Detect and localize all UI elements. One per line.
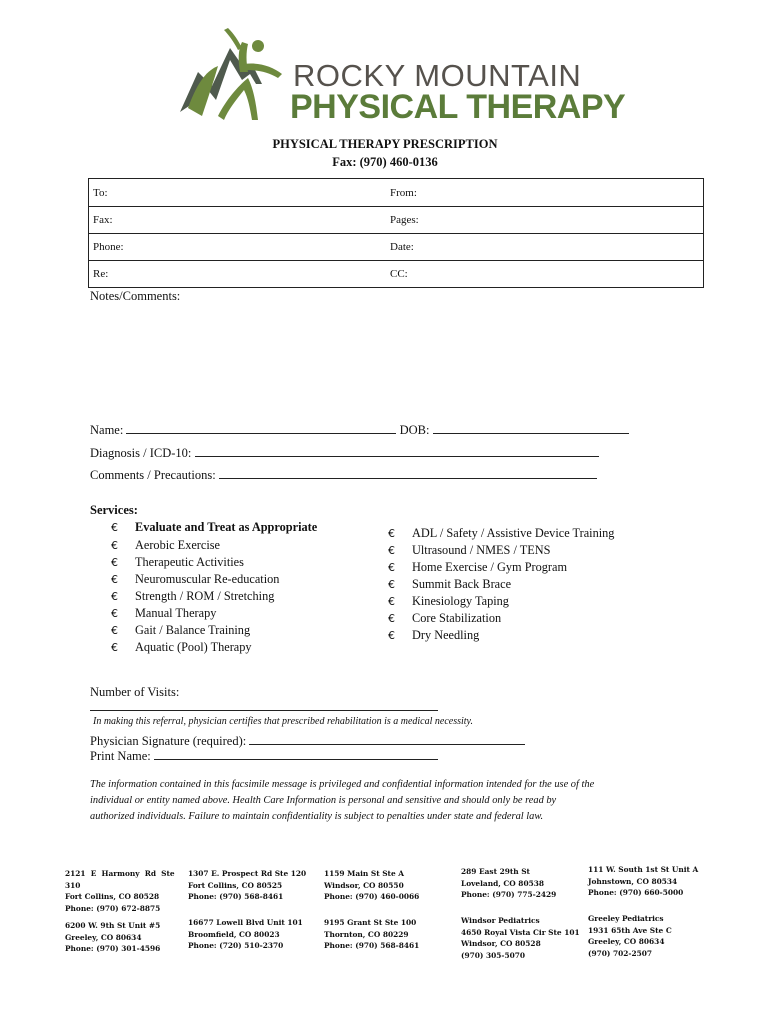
service-label: Gait / Balance Training (135, 623, 251, 637)
location-line: Johnstown, CO 80534 (588, 876, 678, 886)
service-item[interactable] (388, 560, 567, 575)
re-label: Re: (93, 268, 109, 280)
logo-mountain-figure-icon (178, 20, 298, 128)
location-block (65, 920, 160, 955)
service-label: Aerobic Exercise (135, 538, 221, 552)
location-line: 6200 W. 9th St Unit #5 (65, 921, 161, 930)
location-line: (970) 305-5070 (461, 950, 526, 960)
location-block (588, 864, 698, 899)
phone-label: Phone: (93, 241, 124, 253)
location-block (461, 915, 580, 961)
checkbox-icon[interactable]: € (111, 590, 118, 603)
location-line: Greeley, CO 80634 (65, 932, 142, 942)
location-line: Phone: (970) 460-0066 (324, 892, 420, 901)
location-line: 310 (65, 880, 81, 890)
checkbox-icon[interactable]: € (388, 629, 395, 642)
checkbox-icon[interactable]: € (111, 573, 118, 586)
checkbox-icon[interactable]: € (388, 527, 395, 540)
checkbox-icon[interactable]: € (111, 539, 118, 552)
service-item[interactable] (388, 526, 614, 541)
print-name-field[interactable] (154, 747, 438, 760)
visits-label: Number of Visits: (90, 685, 180, 699)
service-label: Aquatic (Pool) Therapy (135, 640, 252, 654)
from-label: From: (390, 187, 417, 199)
checkbox-icon[interactable]: € (388, 561, 395, 574)
service-item[interactable] (111, 589, 274, 604)
location-line: 4650 Royal Vista Cir Ste 101 (461, 927, 580, 937)
confidentiality-line: individual or entity named above. Health Care Information is personal and sensitive and should only be read by (90, 795, 557, 806)
dob-field[interactable] (433, 421, 629, 434)
service-label: Summit Back Brace (412, 577, 512, 591)
logo-text-line2: PHYSICAL THERAPY (290, 88, 626, 126)
location-line: Thornton, CO 80229 (324, 929, 409, 939)
name-label: Name: (90, 423, 124, 437)
dob-label: DOB: (399, 423, 430, 437)
service-item[interactable] (111, 623, 250, 638)
checkbox-icon[interactable]: € (388, 612, 395, 625)
comments-label: Comments / Precautions: (90, 468, 216, 482)
location-line: Broomfield, CO 80023 (188, 929, 280, 939)
location-line: Phone: (970) 568-8461 (188, 892, 284, 901)
checkbox-icon[interactable]: € (388, 578, 395, 591)
service-item[interactable] (388, 594, 509, 609)
services-heading: Services: (90, 503, 138, 517)
visits-field[interactable] (90, 698, 438, 711)
service-item[interactable] (388, 628, 479, 643)
checkbox-icon[interactable]: € (111, 624, 118, 637)
to-label: To: (93, 187, 108, 199)
referral-note: In making this referral, physician certifies that prescribed rehabilitation is a medical necessity. (93, 716, 473, 727)
header-row (89, 179, 703, 207)
location-line: Fort Collins, CO 80525 (188, 880, 283, 890)
location-line: 1307 E. Prospect Rd Ste 120 (188, 869, 307, 878)
diagnosis-row (90, 444, 599, 461)
location-line: Windsor, CO 80528 (461, 939, 541, 948)
location-line: Phone: (970) 672-8875 (65, 903, 161, 913)
location-line: Fort Collins, CO 80528 (65, 892, 160, 901)
pages-label: Pages: (390, 214, 419, 226)
header-row (89, 233, 703, 261)
diagnosis-field[interactable] (195, 444, 599, 457)
location-line: Loveland, CO 80538 (461, 878, 545, 888)
service-label: Dry Needling (412, 628, 480, 642)
company-logo (178, 20, 626, 128)
name-field[interactable] (126, 421, 396, 434)
notes-label: Notes/Comments: (90, 289, 181, 303)
location-line: Phone: (720) 510-2370 (188, 941, 284, 950)
print-name-label: Print Name: (90, 749, 151, 763)
checkbox-icon[interactable]: € (111, 641, 118, 654)
location-block (324, 868, 419, 903)
location-line: 2121 E Harmony Rd Ste (65, 869, 175, 878)
location-line: Phone: (970) 301-4596 (65, 944, 161, 953)
service-label: Strength / ROM / Stretching (135, 589, 275, 603)
service-item[interactable] (111, 538, 220, 553)
location-line: Windsor Pediatrics (461, 916, 540, 925)
confidentiality-line: The information contained in this facsimile message is privileged and confidential information intended for the use of the (90, 779, 595, 790)
location-block (324, 917, 419, 952)
header-row (89, 260, 703, 287)
comments-field[interactable] (219, 466, 597, 479)
location-line: 289 East 29th St (461, 867, 530, 876)
location-block (588, 913, 672, 959)
document-title: PHYSICAL THERAPY PRESCRIPTION (272, 137, 498, 151)
service-item[interactable] (388, 577, 511, 592)
fax-label: Fax: (93, 214, 113, 226)
confidentiality-notice (90, 777, 594, 825)
checkbox-icon[interactable]: € (111, 521, 118, 534)
service-item[interactable] (111, 572, 279, 587)
print-name-row (90, 747, 438, 764)
confidentiality-line: authorized individuals. Failure to maintain confidentiality is subject to penalties under state and federal law. (90, 811, 544, 822)
location-line: Phone: (970) 660-5000 (588, 888, 684, 897)
checkbox-icon[interactable]: € (388, 595, 395, 608)
comments-row (90, 466, 597, 483)
location-line: 1931 65th Ave Ste C (588, 925, 672, 935)
service-item[interactable] (388, 611, 501, 626)
service-label: Therapeutic Activities (135, 555, 244, 569)
cc-label: CC: (390, 268, 408, 280)
fax-number: Fax: (970) 460-0136 (332, 155, 438, 169)
service-item[interactable] (111, 640, 252, 655)
location-block (65, 868, 175, 914)
location-line: Windsor, CO 80550 (324, 880, 404, 890)
date-label: Date: (390, 241, 414, 253)
service-label: Core Stabilization (412, 611, 502, 625)
location-block (188, 868, 306, 903)
checkbox-icon[interactable]: € (111, 556, 118, 569)
header-row (89, 206, 703, 234)
signature-label: Physician Signature (required): (90, 734, 247, 748)
service-label: Kinesiology Taping (412, 594, 509, 608)
fax-header-table (88, 178, 704, 288)
diagnosis-label: Diagnosis / ICD-10: (90, 446, 192, 460)
location-block (461, 866, 556, 901)
service-item[interactable] (111, 520, 317, 535)
checkbox-icon[interactable]: € (388, 544, 395, 557)
service-label: Ultrasound / NMES / TENS (412, 543, 551, 557)
location-line: Phone: (970) 568-8461 (324, 941, 420, 950)
service-item[interactable] (388, 543, 550, 558)
service-label: Neuromuscular Re-education (135, 572, 280, 586)
name-row (90, 421, 629, 438)
service-label: Home Exercise / Gym Program (412, 560, 568, 574)
logo-text-line1: ROCKY MOUNTAIN (293, 58, 582, 93)
service-label: Evaluate and Treat as Appropriate (135, 520, 318, 534)
location-line: 111 W. South 1st St Unit A (588, 865, 699, 874)
location-line: Greeley Pediatrics (588, 914, 664, 923)
signature-field[interactable] (249, 732, 525, 745)
service-label: Manual Therapy (135, 606, 217, 620)
location-line: Greeley, CO 80634 (588, 937, 665, 946)
location-block (188, 917, 303, 952)
location-line: 1159 Main St Ste A (324, 869, 404, 878)
service-label: ADL / Safety / Assistive Device Training (412, 526, 615, 540)
checkbox-icon[interactable]: € (111, 607, 118, 620)
location-line: Phone: (970) 775-2429 (461, 890, 557, 899)
location-line: 9195 Grant St Ste 100 (324, 918, 417, 927)
service-item[interactable] (111, 606, 216, 621)
location-line: (970) 702-2507 (588, 948, 653, 958)
service-item[interactable] (111, 555, 244, 570)
location-line: 16677 Lowell Blvd Unit 101 (188, 918, 303, 927)
